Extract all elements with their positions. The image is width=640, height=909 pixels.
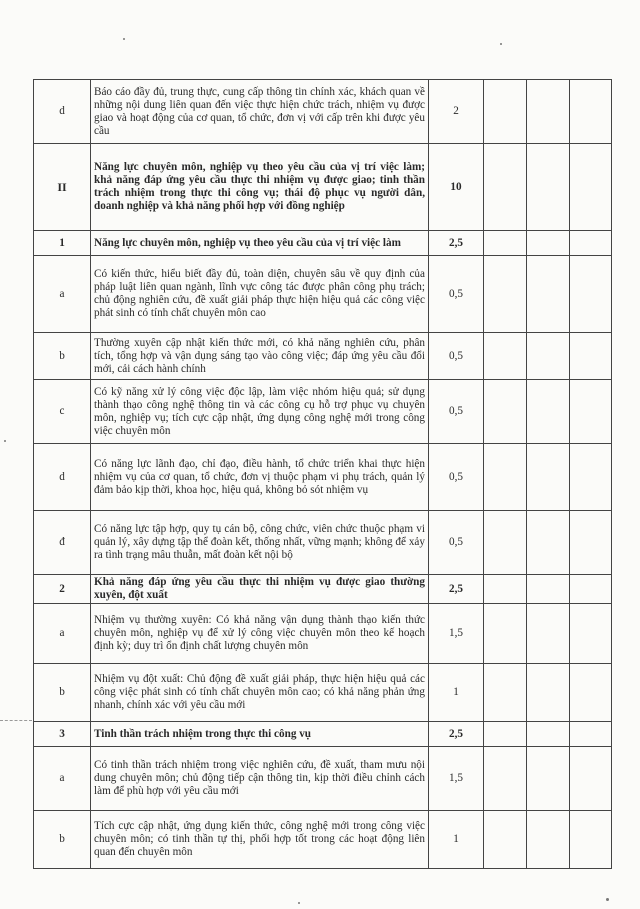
score-cell xyxy=(570,80,612,144)
score-cell xyxy=(527,380,570,444)
table-row xyxy=(34,80,612,144)
score-cell xyxy=(570,747,612,811)
score-cell xyxy=(570,722,612,747)
score-cell xyxy=(570,256,612,333)
table-row xyxy=(34,231,612,256)
score-cell xyxy=(527,604,570,664)
evaluation-table xyxy=(33,79,612,869)
criterion-text: Có tinh thần trách nhiệm trong việc nghiên cứu, đề xuất, tham mưu nội dung chuyên môn; chủ động tiếp cận thông tin, kịp thời điều chỉnh cách làm để phù hợp với yêu cầu mới xyxy=(91,747,429,811)
max-score: 1,5 xyxy=(429,747,484,811)
table-row xyxy=(34,747,612,811)
criterion-text: Tích cực cập nhật, ứng dụng kiến thức, công nghệ mới trong công việc chuyên môn; có tinh thần tự thị, phối hợp tốt trong các hoạt động liên quan đến chuyên môn xyxy=(91,811,429,869)
criterion-text: Nhiệm vụ đột xuất: Chủ động đề xuất giải pháp, thực hiện hiệu quả các công việc phát sinh có tính chất chuyên môn cao; có khả năng phản ứng nhanh, chính xác với yêu cầu mới xyxy=(91,664,429,722)
score-cell xyxy=(484,722,527,747)
row-number: b xyxy=(34,811,91,869)
table-row xyxy=(34,256,612,333)
scan-speck xyxy=(4,440,6,442)
scan-speck xyxy=(123,38,125,40)
score-cell xyxy=(570,811,612,869)
criterion-text: Khả năng đáp ứng yêu cầu thực thi nhiệm vụ được giao thường xuyên, đột xuất xyxy=(91,575,429,604)
table-row xyxy=(34,144,612,231)
criterion-text: Có năng lực lãnh đạo, chỉ đạo, điều hành, tổ chức triển khai thực hiện nhiệm vụ của cơ quan, tổ chức, đơn vị thuộc phạm vi phụ trách, quản lý đảm bảo kịp thời, khoa học, hiệu quả, không bỏ sót nhiệm vụ xyxy=(91,444,429,511)
scan-speck xyxy=(298,902,300,904)
max-score: 0,5 xyxy=(429,511,484,575)
score-cell xyxy=(527,511,570,575)
row-number: a xyxy=(34,747,91,811)
score-cell xyxy=(484,380,527,444)
row-number: d xyxy=(34,80,91,144)
score-cell xyxy=(570,575,612,604)
score-cell xyxy=(527,231,570,256)
score-cell xyxy=(570,511,612,575)
scan-speck xyxy=(500,43,502,45)
table-row xyxy=(34,511,612,575)
criterion-text: Nhiệm vụ thường xuyên: Có khả năng vận dụng thành thạo kiến thức chuyên môn, nghiệp vụ để xử lý công việc chuyên môn theo kế hoạch định kỳ; duy trì ổn định chất lượng chuyên môn xyxy=(91,604,429,664)
score-cell xyxy=(484,747,527,811)
criterion-text: Năng lực chuyên môn, nghiệp vụ theo yêu cầu của vị trí việc làm; khả năng đáp ứng yêu cầu thực thi nhiệm vụ được giao; tinh thần trách nhiệm trong thực thi công vụ; thái độ phục vụ người dân, doanh nghiệp và khả năng phối hợp với đồng nghiệp xyxy=(91,144,429,231)
max-score: 0,5 xyxy=(429,256,484,333)
score-cell xyxy=(570,604,612,664)
max-score: 1,5 xyxy=(429,604,484,664)
score-cell xyxy=(527,722,570,747)
score-cell xyxy=(527,80,570,144)
max-score: 10 xyxy=(429,144,484,231)
row-number: 2 xyxy=(34,575,91,604)
max-score: 2,5 xyxy=(429,575,484,604)
max-score: 2 xyxy=(429,80,484,144)
table-row xyxy=(34,333,612,380)
row-number: d xyxy=(34,444,91,511)
score-cell xyxy=(570,144,612,231)
row-number: b xyxy=(34,664,91,722)
max-score: 0,5 xyxy=(429,333,484,380)
score-cell xyxy=(484,575,527,604)
score-cell xyxy=(570,664,612,722)
table-row xyxy=(34,380,612,444)
row-number: a xyxy=(34,604,91,664)
score-cell xyxy=(527,811,570,869)
score-cell xyxy=(527,575,570,604)
row-number: II xyxy=(34,144,91,231)
score-cell xyxy=(527,256,570,333)
criterion-text: Báo cáo đầy đủ, trung thực, cung cấp thông tin chính xác, khách quan về những nội dung liên quan đến việc thực hiện chức trách, nhiệm vụ được giao và hoạt động của cơ quan, tổ chức, đơn vị với cấp trên khi được yêu cầu xyxy=(91,80,429,144)
row-number: c xyxy=(34,380,91,444)
score-cell xyxy=(527,747,570,811)
score-cell xyxy=(570,444,612,511)
criterion-text: Thường xuyên cập nhật kiến thức mới, có khả năng nghiên cứu, phân tích, tổng hợp và vận dụng sáng tạo vào công việc; đáp ứng yêu cầu đổi mới, cải cách hành chính xyxy=(91,333,429,380)
max-score: 1 xyxy=(429,664,484,722)
score-cell xyxy=(484,511,527,575)
score-cell xyxy=(484,80,527,144)
criterion-text: Có năng lực tập hợp, quy tụ cán bộ, công chức, viên chức thuộc phạm vi quản lý, xây dựng tập thể đoàn kết, thống nhất, vững mạnh; không để xảy ra tình trạng mâu thuẫn, mất đoàn kết nội bộ xyxy=(91,511,429,575)
row-number: a xyxy=(34,256,91,333)
table-row xyxy=(34,664,612,722)
table-row xyxy=(34,722,612,747)
row-number: 1 xyxy=(34,231,91,256)
criterion-text: Có kiến thức, hiểu biết đầy đủ, toàn diện, chuyên sâu về quy định của pháp luật liên quan ngành, lĩnh vực công tác được phân công phụ trách; chủ động nghiên cứu, đề xuất giải pháp thực hiện hiệu quả các công việc phát sinh có tính chất chuyên môn cao xyxy=(91,256,429,333)
criterion-text: Có kỹ năng xử lý công việc độc lập, làm việc nhóm hiệu quả; sử dụng thành thạo công nghệ thông tin và các công cụ hỗ trợ phục vụ chuyên môn, nghiệp vụ; tích cực cập nhật, ứng dụng công nghệ mới trong công việc chuyên môn xyxy=(91,380,429,444)
score-cell xyxy=(484,811,527,869)
table-row xyxy=(34,604,612,664)
score-cell xyxy=(527,144,570,231)
score-cell xyxy=(484,664,527,722)
row-number: đ xyxy=(34,511,91,575)
score-cell xyxy=(484,604,527,664)
score-cell xyxy=(484,333,527,380)
max-score: 0,5 xyxy=(429,444,484,511)
score-cell xyxy=(570,231,612,256)
criterion-text: Năng lực chuyên môn, nghiệp vụ theo yêu cầu của vị trí việc làm xyxy=(91,231,429,256)
table-row xyxy=(34,811,612,869)
max-score: 0,5 xyxy=(429,380,484,444)
score-cell xyxy=(527,333,570,380)
score-cell xyxy=(484,231,527,256)
scan-artifact-line xyxy=(0,720,32,722)
max-score: 2,5 xyxy=(429,722,484,747)
table-row xyxy=(34,575,612,604)
score-cell xyxy=(570,380,612,444)
score-cell xyxy=(527,664,570,722)
table-row xyxy=(34,444,612,511)
score-cell xyxy=(484,256,527,333)
row-number: 3 xyxy=(34,722,91,747)
criterion-text: Tinh thần trách nhiệm trong thực thi công vụ xyxy=(91,722,429,747)
row-number: b xyxy=(34,333,91,380)
scan-speck xyxy=(606,898,609,901)
score-cell xyxy=(484,444,527,511)
score-cell xyxy=(484,144,527,231)
score-cell xyxy=(527,444,570,511)
max-score: 2,5 xyxy=(429,231,484,256)
score-cell xyxy=(570,333,612,380)
max-score: 1 xyxy=(429,811,484,869)
